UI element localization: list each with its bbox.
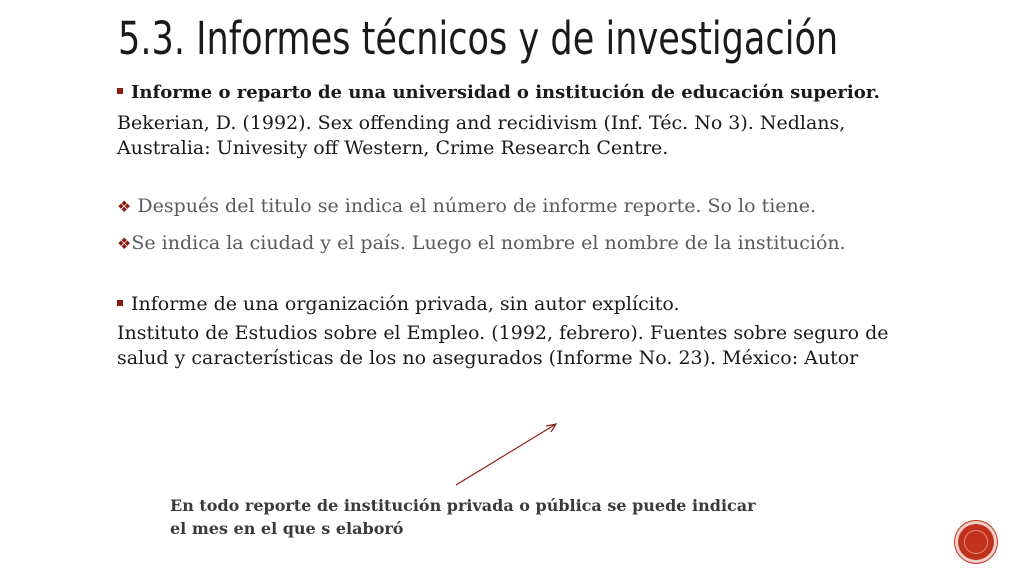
list-item (117, 194, 907, 219)
list-item (117, 231, 907, 256)
slide-body (117, 80, 907, 371)
citation-paragraph: Bekerian, D. (1992). Sex offending and recidivism (Inf. Téc. No 3). Nedlans, Australia: Univesity off Western, Crime Research Centre. (117, 112, 846, 159)
square-bullet-icon (117, 300, 123, 306)
note-line: En todo reporte de institución privada o pública se puede indicar (170, 496, 756, 515)
list-item (117, 292, 907, 317)
left-margin (0, 0, 92, 576)
annotation-note (170, 494, 810, 540)
note-line: el mes en el que s elaboró (170, 519, 404, 538)
nav-button-ring (964, 530, 988, 554)
list-item (117, 80, 907, 105)
citation-paragraph: Instituto de Estudios sobre el Empleo. (1992, febrero). Fuentes sobre seguro de salud y características de los no asegurados (Informe No. 23). México: Autor (117, 322, 889, 369)
slide-nav-button[interactable] (958, 524, 994, 560)
square-bullet-icon (117, 88, 123, 94)
diamond-bullet-icon: ❖ (117, 197, 132, 216)
diamond-bullet-icon: ❖ (117, 234, 132, 253)
bullet-text: Informe de una organización privada, sin autor explícito. (131, 293, 680, 315)
bullet-text: Después del titulo se indica el número de informe reporte. So lo tiene. (131, 195, 817, 217)
bullet-text: Se indica la ciudad y el país. Luego el nombre el nombre de la institución. (131, 232, 846, 254)
slide-title: 5.3. Informes técnicos y de investigación (118, 12, 839, 65)
bullet-text: Informe o reparto de una universidad o institución de educación superior. (131, 82, 880, 103)
